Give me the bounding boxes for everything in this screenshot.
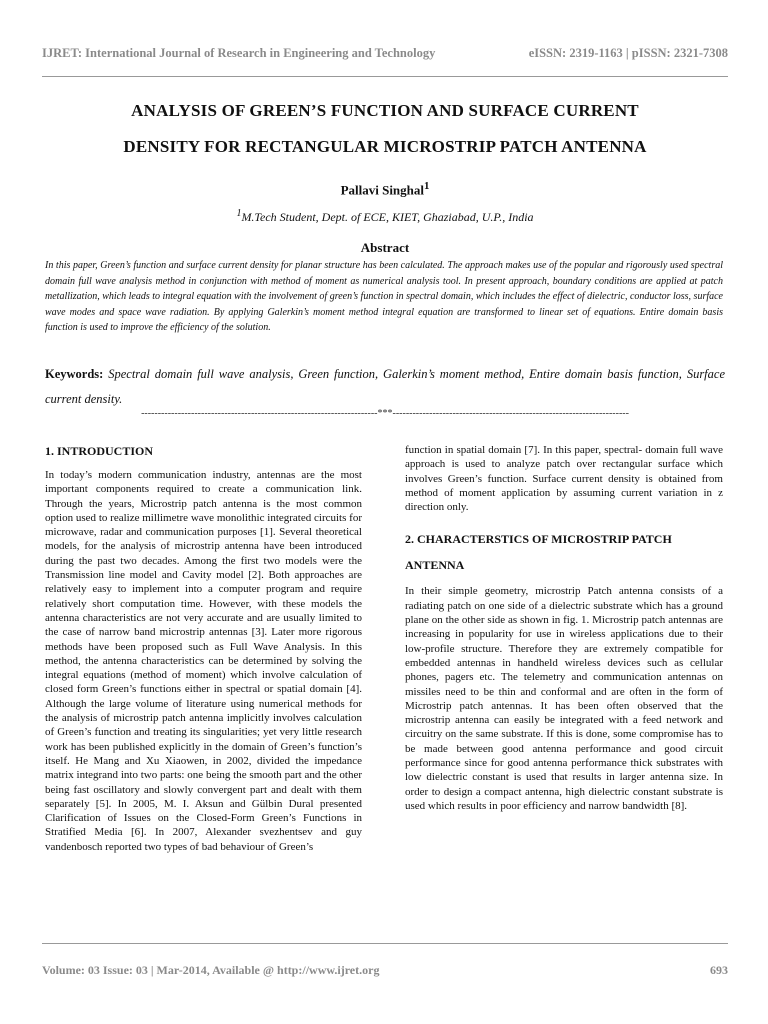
keywords-label: Keywords: (45, 367, 104, 381)
section2-paragraph: In their simple geometry, microstrip Patch antenna consists of a radiating patch on one side of a dielectric substrate which has a ground plane on the other side as shown in fig. 1. Microstrip patch antennas are increasing in popularity for use in wireless applications due to their low-profile structure. Therefore they are extremely compatible for embedded antennas in handheld wireless devices such as cellular phones, pagers etc. The telemetry and communication antennas on missiles need to be thin and conformal and are often in the form of Microstrip patch antennas. It has been often observed that the microstrip antenna can easily be integrated with a feed network and circuitry on the same substrate. If this is done, some compromise has to be made between good antenna performance and good circuit performance since for good antenna performance thick substrates with low dielectric constant is used that results in larger antenna size. In order to design a compact antenna, high dielectric constant substrate is used which results in poor efficiency and narrow bandwidth [8]. (405, 585, 723, 812)
journal-name: IJRET: International Journal of Research in Engineering and Technology (42, 46, 436, 60)
abstract-heading: Abstract (360, 240, 410, 255)
page-header (42, 46, 728, 61)
footer-volume-info: Volume: 03 Issue: 03 | Mar-2014, Available @ http://www.ijret.org (42, 963, 380, 977)
issn-info: eISSN: 2319-1163 | pISSN: 2321-7308 (528, 46, 728, 60)
author-superscript: 1 (424, 180, 430, 192)
page-number: 693 (710, 963, 728, 977)
header-rule (42, 76, 728, 77)
section-divider: -----------------------------------------------------------------------***----------------------------------------------------------------------- (141, 408, 629, 419)
author-name: Pallavi Singhal$^1$ (340, 180, 430, 198)
section2-heading: 2. CHARACTERSTICS OF MICROSTRIP PATCH ANTENNA (405, 532, 672, 573)
keywords-text: Spectral domain full wave analysis, Green function, Galerkin’s moment method, Entire domain basis function, Surface current density. (45, 367, 725, 406)
author-affiliation: $^1$M.Tech Student, Dept. of ECE, KIET, Ghaziabad, U.P., India (236, 208, 534, 224)
title-line-2: DENSITY FOR RECTANGULAR MICROSTRIP PATCH ANTENNA (123, 137, 647, 156)
paper-title (42, 93, 728, 165)
intro-heading: 1. INTRODUCTION (45, 444, 154, 458)
affiliation-superscript: 1 (236, 208, 242, 219)
intro-continuation: function in spatial domain [7]. In this paper, spectral- domain full wave approach is used to analyze patch over rectangular surface which involves Green’s function. Surface current density is obtained from method of moment application by assuming current variation in z direction only. (405, 444, 723, 514)
footer-rule (42, 943, 728, 944)
abstract-text: In this paper, Green’s function and surface current density for planar structure has been calculated. The approach makes use of the popular and rigorously used spectral domain full wave analysis method in conjunction with method of moment as numerical analysis tool. In present approach, boundary conditions are applied at patch metallization, which leads to integral equation with the involvement of green’s function in spectral domain, which includes the effect of dielectric, conductor loss, surface wave modes and space wave radiation. By applying Galerkin’s moment method integral equation are transformed to linear set of equations. Entire domain basis function is used to improve the efficiency of the solution. (45, 260, 723, 333)
right-column (405, 443, 723, 813)
page-footer (42, 963, 728, 978)
keywords (45, 362, 725, 412)
title-line-1: ANALYSIS OF GREEN’S FUNCTION AND SURFACE CURRENT (131, 101, 639, 120)
intro-paragraph: In today’s modern communication industry, antennas are the most important components required to create a communication link. Through the years, Microstrip patch antenna is the most common option used to realize millimetre wave monolithic integrated circuits for microwave, radar and communication purposes [1]. Several theoretical models, for the analysis of microstrip antenna have been introduced during the past two decades. Among the first two models were the Transmission line model and Cavity model [2]. Both approaches are relatively easy to implement into a computer program and require relatively short computation time. However, with these models the antenna characteristics are not very accurate and are usually limited to the case of narrow band microstrip antennas [3]. Later more rigorous methods have been proposed such as Full Wave Analysis. In this method, the antenna characteristics can be determined by solving the integral equations (method of moment) which involve calculation of closed form Green’s functions either in spectral or spatial domain [4]. Although the large volume of literature using numerical methods for the analysis of microstrip patch antenna implicitly involves calculation of Green’s function and treating its singularities; yet very little research work has been published explicitly in the domain of Green’s function’s itself. He Mang and Xu Xiaowen, in 2002, divided the impedance matrix integrand into two parts: one being the smooth part and the other being fast oscillatory and slowly convergent part and dealt with them separately [5]. In 2005, M. I. Aksun and Gülbin Dural presented Clarification of Issues on the Closed-Form Green’s Functions in Stratified Media [6]. In 2007, Alexander svezhentsev and guy vandenbosch reported two types of bad behaviour of Green’s (45, 469, 362, 853)
left-column (45, 442, 362, 854)
